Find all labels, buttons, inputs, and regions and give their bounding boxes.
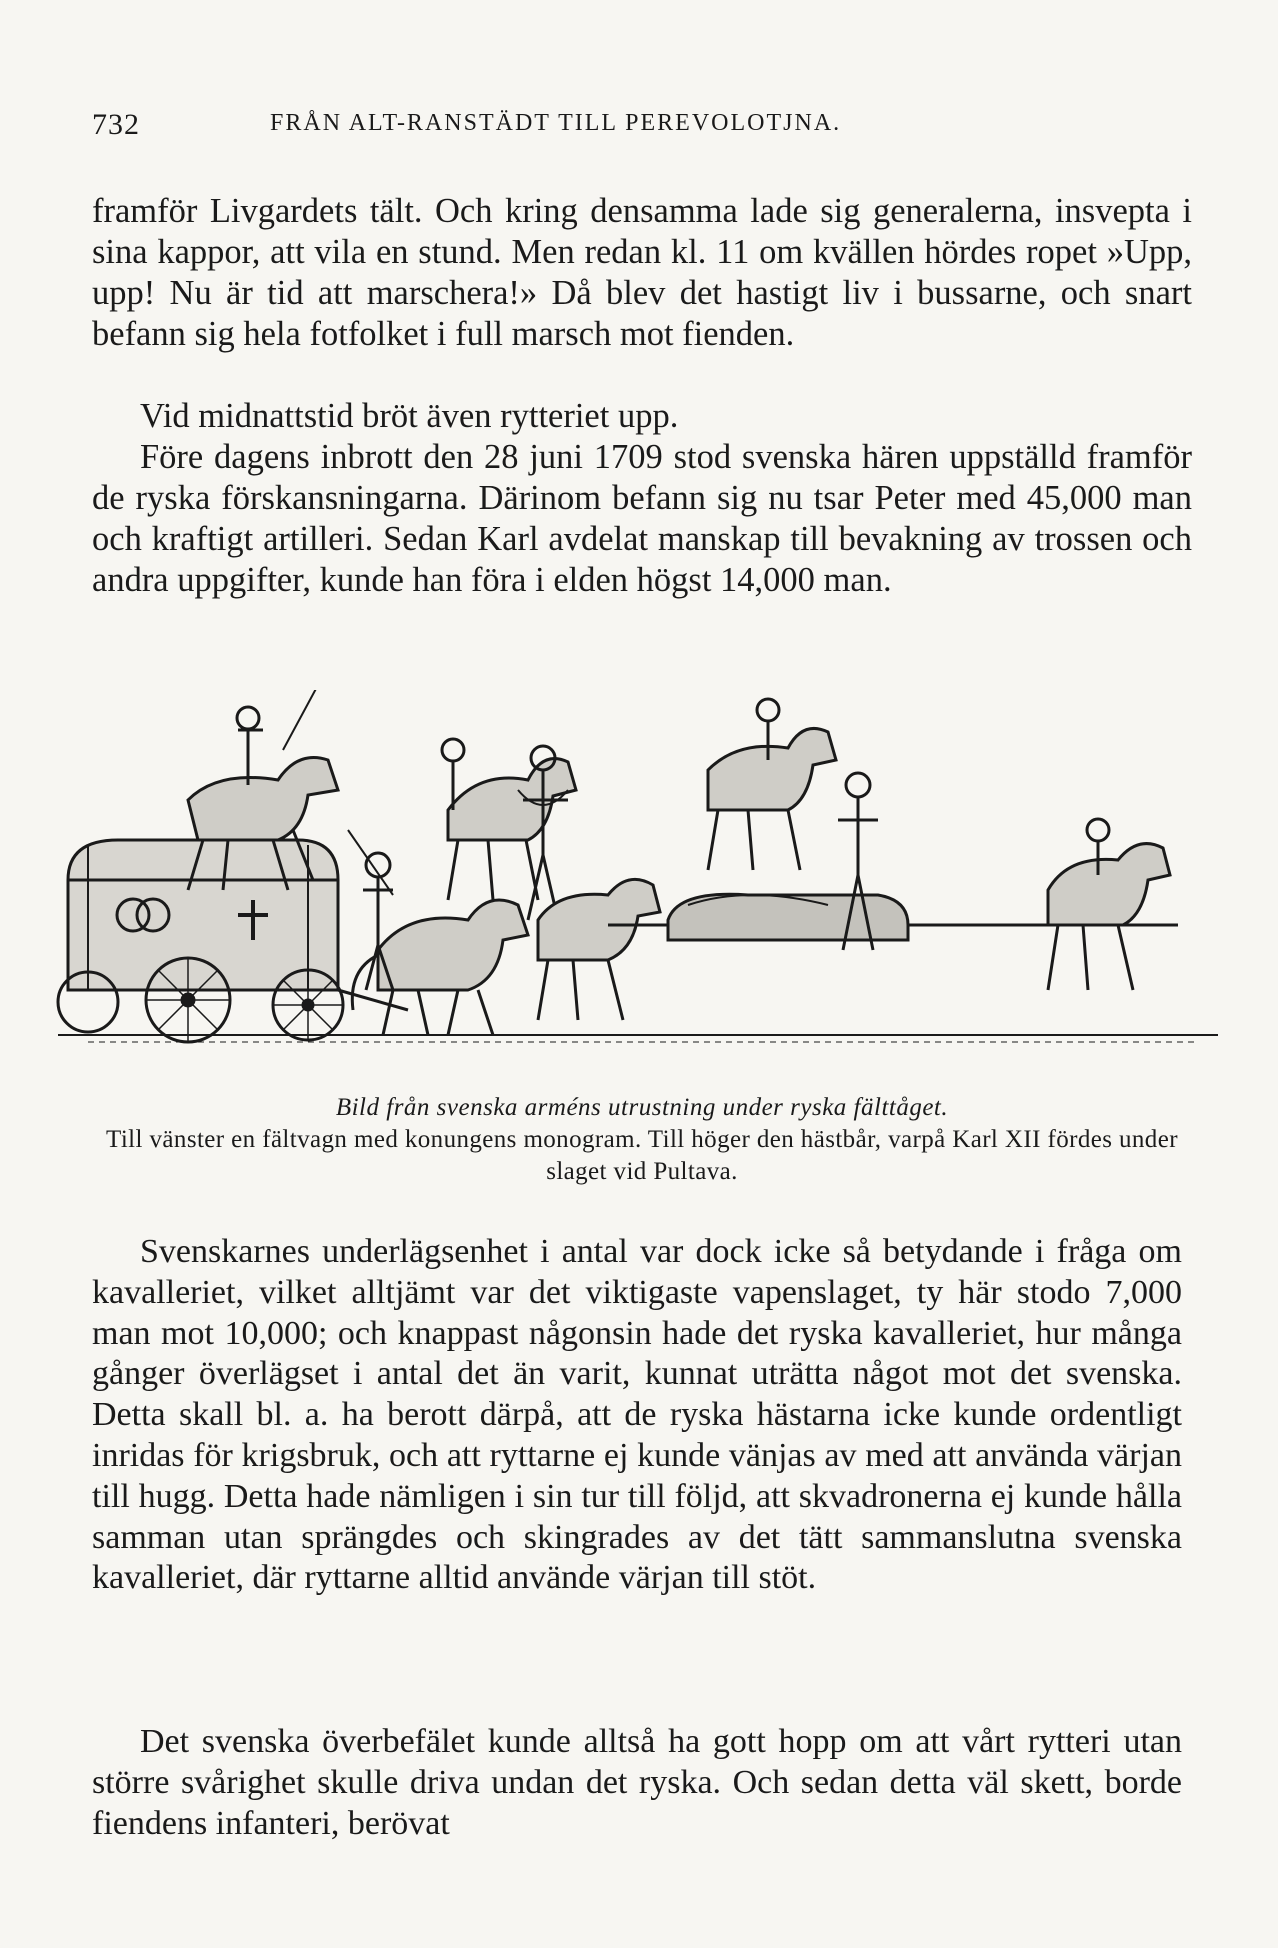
page-number: 732 (92, 108, 140, 141)
caption-title: Bild från svenska arméns utrustning under ryska fälttåget. (335, 1094, 949, 1121)
paragraph-1: framför Livgardets tält. Och kring densamma lade sig generalerna, insvepta i sina kappor, att vila en stund. Men redan kl. 11 om kvällen hördes ropet »Upp, upp! Nu är tid att marschera!» Då blev det hastigt liv i bussarne, och snart befann sig hela fotfolket i full marsch mot fienden. (92, 192, 1192, 353)
woodcut-illustration (48, 690, 1228, 1060)
paragraph-5: Det svenska överbefälet kunde alltså ha gott hopp om att vårt rytteri utan större svårighet skulle driva undan det ryska. Och sedan detta väl skett, borde fiendens infanteri, berövat (92, 1723, 1182, 1842)
mounted-soldier-right (708, 699, 836, 870)
standing-soldier-1 (348, 830, 393, 990)
army-equipment-engraving (48, 690, 1228, 1060)
horse-group-center (442, 739, 576, 900)
rear-horse (1048, 819, 1170, 990)
running-title: FRÅN ALT-RANSTÄDT TILL PEREVOLOTJNA. (270, 110, 842, 136)
caption-body: Till vänster en fältvagn med konungens monogram. Till höger den hästbår, varpå Karl XII fördes under slaget vid Pultava. (106, 1126, 1178, 1185)
paragraph-2: Vid midnattstid bröt även rytteriet upp. (140, 397, 679, 435)
paragraph-4: Svenskarnes underlägsenhet i antal var dock icke så betydande i fråga om kavalleriet, vilket alltjämt var det viktigaste vapenslaget, ty här stodo 7,000 man mot 10,000; och knappast någonsin hade det ryska kavalleriet, hur många gånger överlägset i antal det än varit, kunnat uträtta något mot det svenska. Detta skall bl. a. ha berott därpå, att de ryska hästarna icke kunde ordentligt inridas för krigsbruk, och att ryttarne ej kunde vänjas av med att använda värjan till hugg. Detta hade nämligen i sin tur till följd, att skvadronerna ej kunde hålla samman utan sprängdes och skingrades av det tätt sammanslutna svenska kavalleriet, där ryttarne alltid använde värjan till stöt. (92, 1233, 1182, 1597)
paragraph-3: Före dagens inbrott den 28 juni 1709 stod svenska hären uppställd framför de ryska förskansningarna. Därinom befann sig nu tsar Peter med 45,000 man och kraftigt artilleri. Sedan Karl avdelat manskap till bevakning av trossen och andra uppgifter, kunde han föra i elden högst 14,000 man. (92, 438, 1192, 599)
page-header (92, 108, 1192, 148)
figure-caption (92, 1092, 1192, 1188)
field-wagon (58, 840, 408, 1042)
